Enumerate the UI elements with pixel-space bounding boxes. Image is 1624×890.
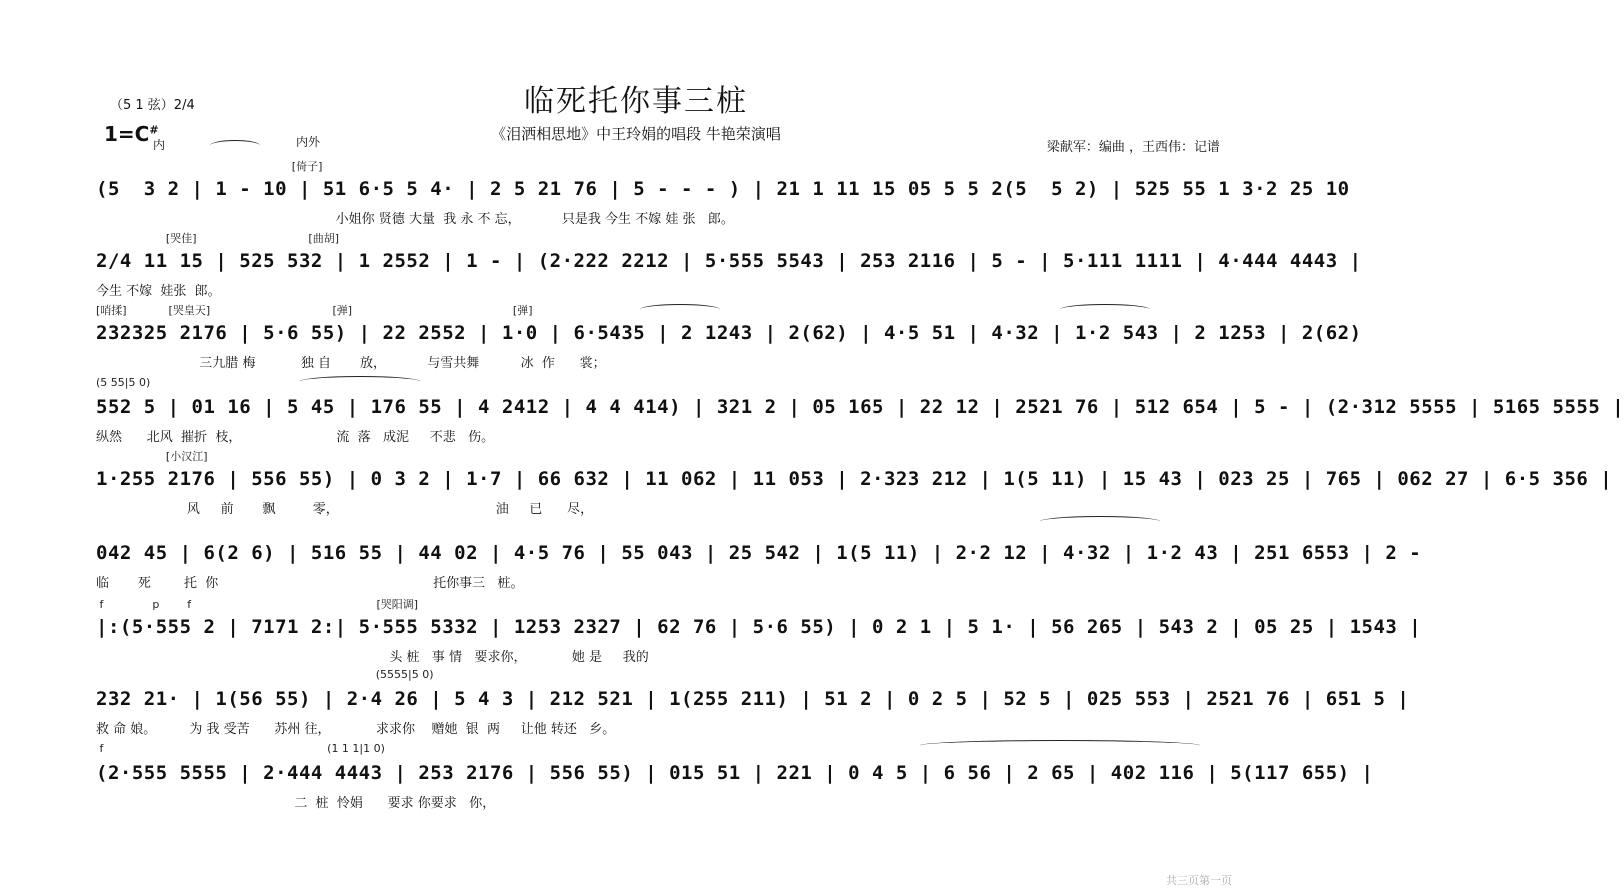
row-lyrics: 纵然 北风 摧折 枝， 流 落 成泥 不悲 伤。	[96, 430, 495, 445]
row-marks: f (1 1 1|1 0)	[96, 742, 385, 755]
row-lyrics: 临 死 托 你 托你事三 桩。	[96, 576, 524, 591]
slur-mark	[920, 740, 1200, 751]
row-notes: 232325 2176 | 5·6 55) | 22 2552 | 1·0 | 6·5435 | 2 1243 | 2(62) | 4·5 51 | 4·32 | 1·2 543 | 2 1253 | 2(62)	[96, 322, 1362, 344]
key-signature	[104, 122, 159, 146]
row-lyrics: 二 桩 怜娟 要求 你要求 你，	[96, 796, 496, 811]
page-footer: 共三页第一页	[1166, 874, 1232, 887]
row-notes: (2·555 5555 | 2·444 4443 | 253 2176 | 556 55) | 015 51 | 221 | 0 4 5 | 6 56 | 2 65 | 402 116 | 5(117 655) |	[96, 762, 1374, 784]
tuning-meter: （5 1 弦）2/4	[110, 98, 195, 113]
row-lyrics: 小姐你 贤德 大量 我 永 不 忘， 只是我 今生 不嫁 娃 张 郎。	[96, 212, 734, 227]
credit-line: 梁献军：编曲 ，王西伟：记谱	[1046, 140, 1220, 155]
slur-mark	[300, 376, 420, 387]
row-lyrics: 头 桩 事 情 要求你， 她 是 我的	[96, 650, 649, 665]
slur-mark	[1060, 304, 1150, 315]
key-main: 1=C	[104, 122, 150, 146]
row-notes: (5 3 2 | 1 - 10 | 51 6·5 5 4· | 2 5 21 76 | 5 - - - ) | 21 1 11 15 05 5 5 2(5 5 2) | 525 55 1 3·2 25 10	[96, 178, 1362, 200]
row-lyrics: 三九腊 梅 独 自 放， 与雪共舞 冰 作 裳；	[96, 356, 606, 371]
row-notes: 232 21· | 1(56 55) | 2·4 26 | 5 4 3 | 212 521 | 1(255 211) | 51 2 | 0 2 5 | 52 5 | 025 553 | 2521 76 | 651 5 |	[96, 688, 1410, 710]
row-marks: (5555|5 0)	[96, 668, 434, 681]
song-subtitle: 《泪洒相思地》中王玲娟的唱段 牛艳荣演唱	[491, 125, 781, 143]
row-marks: (5 55|5 0)	[96, 376, 151, 389]
row-marks: f p f [哭阳调]	[96, 598, 419, 611]
row-notes: 1·255 2176 | 556 55) | 0 3 2 | 1·7 | 66 632 | 11 062 | 11 053 | 2·323 212 | 1(5 11) | 15 43 | 023 25 | 765 | 062 27 | 6·5 356 |	[96, 468, 1613, 490]
performance-mark-inner-outer: 内外	[296, 135, 321, 149]
row-notes: 552 5 | 01 16 | 5 45 | 176 55 | 4 2412 | 4 4 414) | 321 2 | 05 165 | 22 12 | 2521 76 | 512 654 | 5 - | (2·312 5555 | 5165 5555 |	[96, 396, 1624, 418]
row-marks: [哭佳] [曲胡]	[96, 232, 339, 245]
row-notes: 042 45 | 6(2 6) | 516 55 | 44 02 | 4·5 76 | 55 043 | 25 542 | 1(5 11) | 2·2 12 | 4·32 | 1·2 43 | 251 6553 | 2 -	[96, 542, 1422, 564]
row-lyrics: 风 前 飘 零， 油 已 尽，	[96, 502, 594, 517]
slur-mark	[640, 304, 720, 315]
row-lyrics: 今生 不嫁 娃张 郎。	[96, 284, 221, 299]
row-notes: 2/4 11 15 | 525 532 | 1 2552 | 1 - | (2·222 2212 | 5·555 5543 | 253 2116 | 5 - | 5·111 1111 | 4·444 4443 |	[96, 250, 1362, 272]
row-notes: |:(5·555 2 | 7171 2:| 5·555 5332 | 1253 2327 | 62 76 | 5·6 55) | 0 2 1 | 5 1· | 56 265 | 543 2 | 05 25 | 1543 |	[96, 616, 1422, 638]
slur-mark	[1040, 516, 1160, 527]
row-marks: [倚子]	[96, 160, 323, 173]
slur-mark	[210, 140, 260, 151]
row-marks: [哨揉] [哭皇天] [弹] [弹]	[96, 304, 533, 317]
row-marks: [小汉江]	[96, 450, 208, 463]
song-title: 临死托你事三桩	[524, 84, 748, 119]
performance-mark-inner: 内	[153, 138, 166, 152]
row-lyrics: 救 命 娘。 为 我 受苦 苏州 往， 求求你 赠她 银 两 让他 转还 乡。	[96, 722, 616, 737]
key-sharp: #	[149, 123, 159, 137]
